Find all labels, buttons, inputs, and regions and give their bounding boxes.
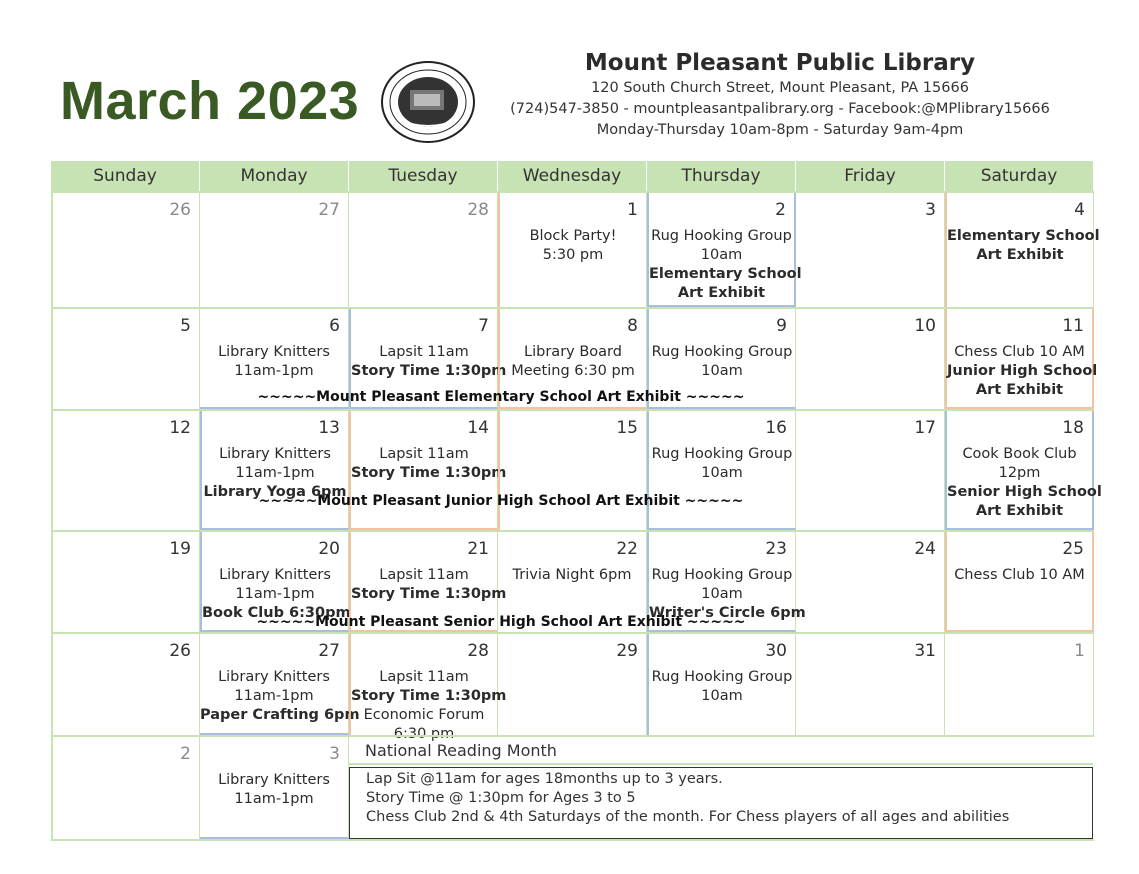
day-cell-sunday[interactable]: [51, 532, 200, 632]
event-text: 10am: [701, 688, 743, 704]
day-cell-saturday[interactable]: [945, 411, 1102, 530]
day-number: 3: [925, 200, 936, 220]
day-events: [200, 771, 348, 809]
day-cell-friday[interactable]: [796, 532, 945, 632]
day-number: 20: [318, 539, 340, 559]
event-text: Story Time 1:30pm: [351, 363, 507, 379]
day-cell-monday[interactable]: [200, 737, 349, 839]
event-text: Library Board: [524, 344, 622, 360]
day-events: [200, 668, 360, 725]
day-cell-saturday[interactable]: [945, 532, 1094, 632]
day-number: 26: [169, 200, 191, 220]
event-text: Chess Club 10 AM: [954, 344, 1085, 360]
day-events: [351, 668, 507, 742]
library-seal-logo: [380, 60, 476, 144]
notes-line: Chess Club 2nd & 4th Saturdays of the month. For Chess players of all ages and abilities: [366, 809, 1010, 825]
calendar-grid: [51, 161, 1102, 841]
day-events: [500, 343, 646, 381]
day-cell-saturday[interactable]: [945, 193, 1100, 307]
day-events: [947, 445, 1102, 521]
day-number: 26: [169, 641, 191, 661]
library-contact: (724)547-3850 - mountpleasantpalibrary.org - Facebook:@MPlibrary15666: [510, 101, 1050, 117]
page-title: March 2023: [60, 71, 360, 131]
day-cell-saturday[interactable]: [945, 309, 1098, 409]
event-text: Lapsit 11am: [379, 567, 469, 583]
day-events: [200, 343, 348, 381]
day-cell-monday[interactable]: [200, 193, 349, 307]
event-text: 11am-1pm: [234, 363, 314, 379]
exhibit-banner: ~~~~~Mount Pleasant Junior High School Art Exhibit ~~~~~: [258, 493, 744, 509]
day-cell-sunday[interactable]: [51, 193, 200, 307]
notes-box: [349, 767, 1093, 839]
event-text: 12pm: [998, 465, 1041, 481]
event-text: Library Knitters: [218, 344, 330, 360]
event-text: Art Exhibit: [975, 382, 1064, 398]
day-cell-sunday[interactable]: [51, 634, 200, 735]
day-events: [649, 343, 795, 381]
day-number: 5: [180, 316, 191, 336]
day-cell-tuesday[interactable]: [349, 411, 507, 530]
day-number: 18: [1062, 418, 1084, 438]
weekday-friday: Friday: [796, 161, 945, 191]
day-number: 24: [914, 539, 936, 559]
library-name: Mount Pleasant Public Library: [584, 50, 976, 76]
event-text: Cook Book Club: [962, 446, 1077, 462]
day-number: 28: [467, 200, 489, 220]
event-text: Lapsit 11am: [379, 446, 469, 462]
event-text: Junior High School: [947, 363, 1098, 379]
weekday-tuesday: Tuesday: [349, 161, 498, 191]
event-text: Block Party!: [529, 228, 617, 244]
weekday-header: [51, 161, 1094, 191]
event-text: Rug Hooking Group: [651, 669, 793, 685]
day-number: 27: [318, 641, 340, 661]
event-text: Story Time 1:30pm: [351, 688, 507, 704]
event-text: Chess Club 10 AM: [954, 567, 1085, 583]
event-text: Economic Forum: [363, 707, 485, 723]
day-events: [500, 227, 646, 265]
weekday-saturday: Saturday: [945, 161, 1094, 191]
day-cell-wednesday[interactable]: [498, 411, 647, 530]
day-cell-saturday[interactable]: [945, 634, 1094, 735]
calendar-week: [51, 191, 1100, 307]
day-number: 31: [914, 641, 936, 661]
day-cell-sunday[interactable]: [51, 309, 200, 409]
day-events: [649, 445, 795, 483]
event-text: Elementary School: [649, 266, 802, 282]
calendar-weeks: [51, 191, 1102, 841]
day-number: 11: [1062, 316, 1084, 336]
day-number: 13: [318, 418, 340, 438]
weekday-monday: Monday: [200, 161, 349, 191]
event-text: 11am-1pm: [235, 586, 315, 602]
day-number: 4: [1074, 200, 1085, 220]
weekday-sunday: Sunday: [51, 161, 200, 191]
day-number: 12: [169, 418, 191, 438]
event-text: Rug Hooking Group: [651, 344, 793, 360]
event-text: 11am-1pm: [234, 791, 314, 807]
exhibit-banner: ~~~~~Mount Pleasant Elementary School Art Exhibit ~~~~~: [257, 389, 745, 405]
day-number: 10: [914, 316, 936, 336]
day-number: 16: [765, 418, 787, 438]
event-text: 10am: [700, 247, 743, 263]
day-number: 1: [627, 200, 638, 220]
day-number: 19: [169, 539, 191, 559]
event-text: Lapsit 11am: [379, 669, 469, 685]
day-cell-sunday[interactable]: [51, 411, 200, 530]
day-number: 1: [1074, 641, 1085, 661]
event-text: Story Time 1:30pm: [351, 586, 507, 602]
event-text: Paper Crafting 6pm: [200, 707, 360, 723]
day-cell-monday[interactable]: [200, 411, 349, 530]
event-text: 5:30 pm: [542, 247, 604, 263]
notes-line: Story Time @ 1:30pm for Ages 3 to 5: [366, 790, 636, 806]
event-text: Book Club 6:30pm: [202, 605, 351, 621]
day-number: 25: [1062, 539, 1084, 559]
day-cell-sunday[interactable]: [51, 737, 200, 839]
event-text: Library Knitters: [219, 567, 331, 583]
day-cell-thursday[interactable]: [647, 193, 802, 307]
event-text: Story Time 1:30pm: [351, 465, 507, 481]
day-number: 22: [616, 539, 638, 559]
day-events: [351, 343, 507, 381]
event-text: Senior High School: [947, 484, 1102, 500]
day-number: 29: [616, 641, 638, 661]
event-text: Library Knitters: [218, 772, 330, 788]
day-events: [649, 227, 802, 303]
day-number: 23: [765, 539, 787, 559]
event-text: Library Knitters: [219, 446, 331, 462]
exhibit-banner: ~~~~~Mount Pleasant Senior High School Art Exhibit ~~~~~: [256, 614, 746, 630]
day-number: 21: [467, 539, 489, 559]
day-events: [947, 566, 1092, 585]
day-cell-wednesday[interactable]: [498, 193, 647, 307]
day-cell-friday[interactable]: [796, 193, 945, 307]
event-text: Library Knitters: [218, 669, 330, 685]
notes-line: Lap Sit @11am for ages 18months up to 3 years.: [366, 771, 723, 787]
event-text: Trivia Night 6pm: [512, 567, 632, 583]
day-number: 14: [467, 418, 489, 438]
event-text: Rug Hooking Group: [651, 567, 793, 583]
event-text: 10am: [701, 586, 743, 602]
event-text: 6:30 pm: [393, 726, 455, 742]
day-cell-friday[interactable]: [796, 411, 945, 530]
day-number: 9: [776, 316, 787, 336]
weekday-wednesday: Wednesday: [498, 161, 647, 191]
day-number: 3: [329, 744, 340, 764]
day-cell-friday[interactable]: [796, 309, 945, 409]
day-cell-thursday[interactable]: [647, 634, 796, 735]
day-events: [351, 445, 507, 483]
notes-title: National Reading Month: [349, 737, 1093, 765]
calendar-week: [51, 307, 1098, 409]
event-text: Rug Hooking Group: [651, 228, 792, 244]
event-text: Art Exhibit: [677, 285, 766, 301]
library-hours: Monday-Thursday 10am-8pm - Saturday 9am-4pm: [596, 122, 964, 138]
day-events: [649, 668, 795, 706]
event-text: 10am: [701, 465, 743, 481]
day-number: 15: [616, 418, 638, 438]
event-text: 10am: [701, 363, 743, 379]
day-cell-friday[interactable]: [796, 634, 945, 735]
event-text: Meeting 6:30 pm: [511, 363, 635, 379]
weekday-thursday: Thursday: [647, 161, 796, 191]
event-text: Library Yoga 6pm: [203, 484, 347, 500]
day-number: 2: [180, 744, 191, 764]
event-text: Art Exhibit: [975, 503, 1064, 519]
day-cell-wednesday[interactable]: [498, 634, 647, 735]
event-text: Art Exhibit: [976, 247, 1064, 263]
day-cell-tuesday[interactable]: [349, 634, 507, 742]
calendar-week: [51, 530, 1094, 632]
day-cell-monday[interactable]: [200, 634, 360, 735]
day-cell-tuesday[interactable]: [349, 193, 498, 307]
event-text: Rug Hooking Group: [651, 446, 793, 462]
event-text: 11am-1pm: [235, 465, 315, 481]
library-address: 120 South Church Street, Mount Pleasant, PA 15666: [591, 80, 969, 96]
day-events: [947, 227, 1100, 265]
day-events: [947, 343, 1098, 400]
day-number: 6: [329, 316, 340, 336]
day-number: 7: [478, 316, 489, 336]
event-text: Lapsit 11am: [379, 344, 469, 360]
event-text: Elementary School: [947, 228, 1100, 244]
day-number: 28: [467, 641, 489, 661]
calendar-week: [51, 735, 1094, 841]
calendar-week: [51, 632, 1094, 742]
day-events: [498, 566, 646, 585]
day-number: 17: [914, 418, 936, 438]
day-events: [351, 566, 507, 604]
day-number: 8: [627, 316, 638, 336]
event-text: 11am-1pm: [234, 688, 314, 704]
day-number: 30: [765, 641, 787, 661]
calendar-week: [51, 409, 1102, 530]
day-number: 2: [775, 200, 786, 220]
event-text: Writer's Circle 6pm: [649, 605, 806, 621]
day-number: 27: [318, 200, 340, 220]
day-cell-thursday[interactable]: [647, 411, 796, 530]
